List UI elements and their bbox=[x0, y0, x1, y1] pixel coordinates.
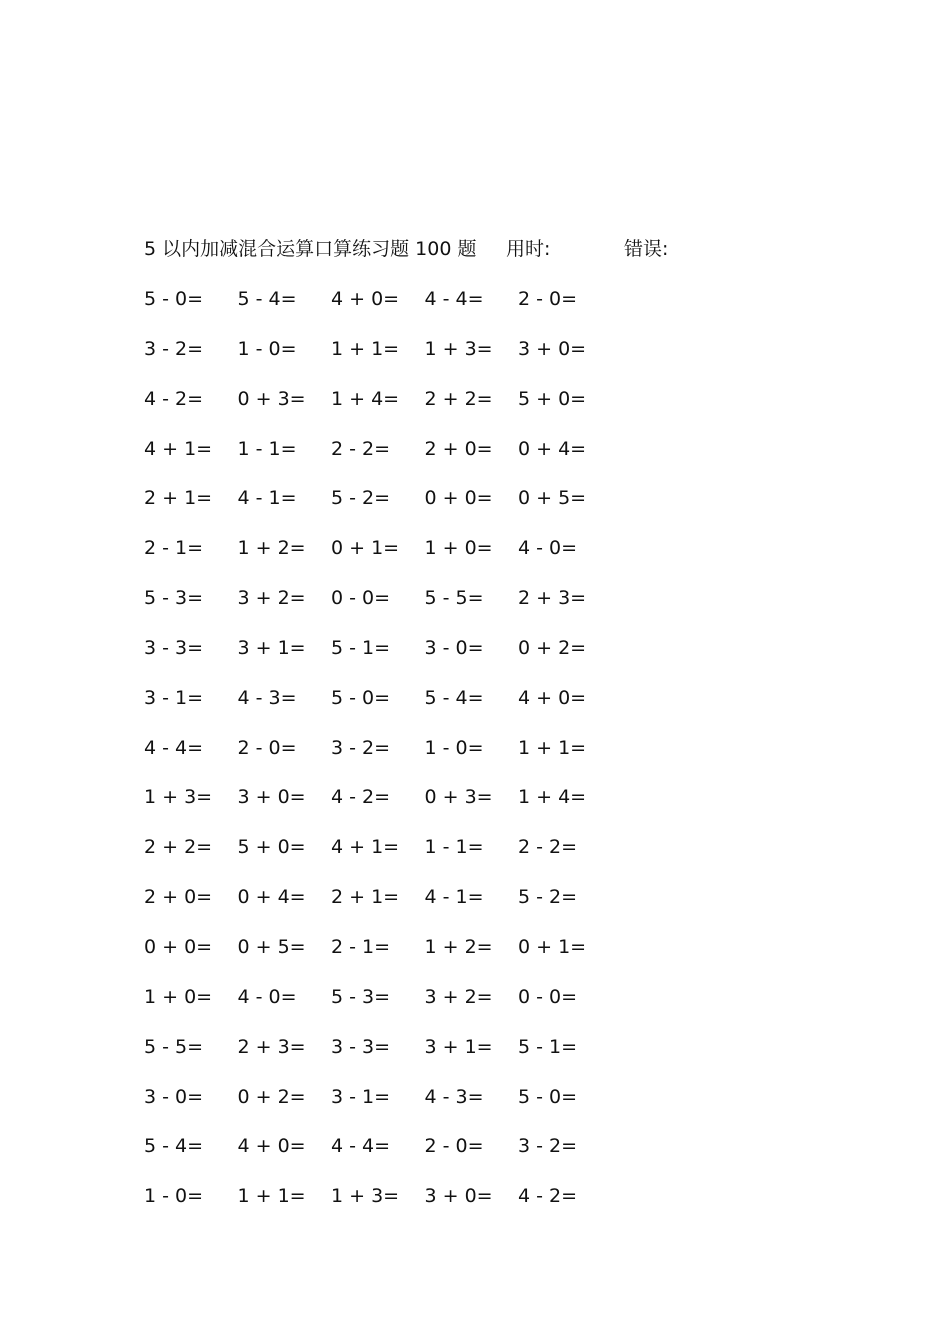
arithmetic-problem: 3 + 0= bbox=[518, 337, 587, 360]
arithmetic-problem: 2 + 1= bbox=[144, 487, 213, 510]
arithmetic-problem: 1 + 3= bbox=[424, 337, 493, 360]
problem-grid bbox=[144, 284, 624, 1231]
arithmetic-problem: 3 + 1= bbox=[424, 1035, 493, 1058]
arithmetic-problem: 2 + 3= bbox=[518, 587, 587, 610]
problem-row bbox=[144, 583, 624, 633]
arithmetic-problem: 1 + 1= bbox=[331, 337, 400, 360]
arithmetic-problem: 4 + 1= bbox=[144, 437, 213, 460]
arithmetic-problem: 2 + 1= bbox=[331, 886, 400, 909]
arithmetic-problem: 1 + 2= bbox=[237, 537, 306, 560]
arithmetic-problem: 4 - 2= bbox=[144, 387, 204, 410]
arithmetic-problem: 3 - 2= bbox=[331, 736, 391, 759]
arithmetic-problem: 1 + 4= bbox=[518, 786, 587, 809]
arithmetic-problem: 4 - 4= bbox=[331, 1135, 391, 1158]
arithmetic-problem: 3 + 1= bbox=[237, 636, 306, 659]
arithmetic-problem: 1 - 1= bbox=[424, 836, 484, 859]
problem-row bbox=[144, 932, 624, 982]
arithmetic-problem: 1 + 4= bbox=[331, 387, 400, 410]
arithmetic-problem: 4 + 0= bbox=[331, 288, 400, 310]
arithmetic-problem: 4 - 4= bbox=[144, 736, 204, 759]
arithmetic-problem: 3 - 0= bbox=[424, 636, 484, 659]
arithmetic-problem: 1 - 0= bbox=[237, 337, 297, 360]
arithmetic-problem: 2 - 2= bbox=[331, 437, 391, 460]
arithmetic-problem: 2 - 0= bbox=[518, 288, 578, 310]
error-count-label: 错误: bbox=[624, 238, 669, 260]
arithmetic-problem: 3 - 2= bbox=[518, 1135, 578, 1158]
arithmetic-problem: 3 - 1= bbox=[331, 1085, 391, 1108]
arithmetic-problem: 4 - 1= bbox=[424, 886, 484, 909]
arithmetic-problem: 5 + 0= bbox=[237, 836, 306, 859]
arithmetic-problem: 3 - 0= bbox=[144, 1085, 204, 1108]
arithmetic-problem: 5 - 4= bbox=[237, 288, 297, 310]
arithmetic-problem: 5 - 4= bbox=[424, 686, 484, 709]
arithmetic-problem: 2 + 0= bbox=[424, 437, 493, 460]
arithmetic-problem: 0 + 5= bbox=[237, 935, 306, 958]
arithmetic-problem: 3 + 0= bbox=[424, 1185, 493, 1208]
arithmetic-problem: 0 + 4= bbox=[237, 886, 306, 909]
arithmetic-problem: 0 + 4= bbox=[518, 437, 587, 460]
arithmetic-problem: 1 + 1= bbox=[518, 736, 587, 759]
problem-row bbox=[144, 284, 624, 334]
arithmetic-problem: 0 + 0= bbox=[144, 935, 213, 958]
arithmetic-problem: 3 + 2= bbox=[237, 587, 306, 610]
problem-row bbox=[144, 483, 624, 533]
arithmetic-problem: 5 - 3= bbox=[144, 587, 204, 610]
arithmetic-problem: 4 - 2= bbox=[518, 1185, 578, 1208]
arithmetic-problem: 0 + 1= bbox=[331, 537, 400, 560]
arithmetic-problem: 3 + 2= bbox=[424, 985, 493, 1008]
arithmetic-problem: 5 - 2= bbox=[518, 886, 578, 909]
arithmetic-problem: 1 + 1= bbox=[237, 1185, 306, 1208]
problem-row bbox=[144, 1082, 624, 1132]
problem-row bbox=[144, 1032, 624, 1082]
arithmetic-problem: 0 + 3= bbox=[424, 786, 493, 809]
problem-row bbox=[144, 434, 624, 484]
arithmetic-problem: 0 - 0= bbox=[331, 587, 391, 610]
problem-row bbox=[144, 982, 624, 1032]
worksheet-title: 5 以内加减混合运算口算练习题 100 题 bbox=[144, 238, 477, 260]
arithmetic-problem: 1 - 0= bbox=[424, 736, 484, 759]
arithmetic-problem: 0 + 3= bbox=[237, 387, 306, 410]
arithmetic-problem: 4 - 2= bbox=[331, 786, 391, 809]
time-used-label: 用时: bbox=[506, 238, 551, 260]
arithmetic-problem: 1 + 0= bbox=[424, 537, 493, 560]
problem-row bbox=[144, 1131, 624, 1181]
arithmetic-problem: 4 - 4= bbox=[424, 288, 484, 310]
arithmetic-problem: 2 + 0= bbox=[144, 886, 213, 909]
arithmetic-problem: 3 - 3= bbox=[331, 1035, 391, 1058]
arithmetic-problem: 3 - 3= bbox=[144, 636, 204, 659]
arithmetic-problem: 0 + 1= bbox=[518, 935, 587, 958]
arithmetic-problem: 4 - 3= bbox=[424, 1085, 484, 1108]
problem-row bbox=[144, 832, 624, 882]
arithmetic-problem: 3 - 2= bbox=[144, 337, 204, 360]
arithmetic-problem: 1 - 1= bbox=[237, 437, 297, 460]
arithmetic-problem: 4 - 3= bbox=[237, 686, 297, 709]
arithmetic-problem: 4 + 0= bbox=[237, 1135, 306, 1158]
arithmetic-problem: 0 + 2= bbox=[237, 1085, 306, 1108]
arithmetic-problem: 1 - 0= bbox=[144, 1185, 204, 1208]
problem-row bbox=[144, 1181, 624, 1231]
arithmetic-problem: 5 + 0= bbox=[518, 387, 587, 410]
arithmetic-problem: 2 + 2= bbox=[144, 836, 213, 859]
problem-row bbox=[144, 882, 624, 932]
arithmetic-problem: 4 - 0= bbox=[518, 537, 578, 560]
problem-row bbox=[144, 733, 624, 783]
problem-row bbox=[144, 334, 624, 384]
problem-row bbox=[144, 633, 624, 683]
arithmetic-problem: 1 + 0= bbox=[144, 985, 213, 1008]
arithmetic-problem: 2 + 2= bbox=[424, 387, 493, 410]
arithmetic-problem: 5 - 0= bbox=[144, 288, 204, 310]
arithmetic-problem: 2 - 1= bbox=[144, 537, 204, 560]
arithmetic-problem: 3 + 0= bbox=[237, 786, 306, 809]
arithmetic-problem: 4 - 1= bbox=[237, 487, 297, 510]
arithmetic-problem: 5 - 0= bbox=[331, 686, 391, 709]
arithmetic-problem: 1 + 3= bbox=[331, 1185, 400, 1208]
arithmetic-problem: 5 - 2= bbox=[331, 487, 391, 510]
worksheet-header bbox=[144, 234, 844, 264]
problem-row bbox=[144, 782, 624, 832]
arithmetic-problem: 2 - 0= bbox=[424, 1135, 484, 1158]
arithmetic-problem: 5 - 0= bbox=[518, 1085, 578, 1108]
arithmetic-problem: 5 - 4= bbox=[144, 1135, 204, 1158]
arithmetic-problem: 2 + 3= bbox=[237, 1035, 306, 1058]
arithmetic-problem: 2 - 1= bbox=[331, 935, 391, 958]
arithmetic-problem: 2 - 2= bbox=[518, 836, 578, 859]
arithmetic-problem: 5 - 5= bbox=[144, 1035, 204, 1058]
arithmetic-problem: 4 - 0= bbox=[237, 985, 297, 1008]
arithmetic-problem: 0 + 0= bbox=[424, 487, 493, 510]
problem-row bbox=[144, 533, 624, 583]
arithmetic-problem: 5 - 1= bbox=[331, 636, 391, 659]
arithmetic-problem: 0 + 5= bbox=[518, 487, 587, 510]
arithmetic-problem: 3 - 1= bbox=[144, 686, 204, 709]
arithmetic-problem: 1 + 2= bbox=[424, 935, 493, 958]
arithmetic-problem: 5 - 3= bbox=[331, 985, 391, 1008]
arithmetic-problem: 2 - 0= bbox=[237, 736, 297, 759]
arithmetic-problem: 5 - 5= bbox=[424, 587, 484, 610]
arithmetic-problem: 0 + 2= bbox=[518, 636, 587, 659]
arithmetic-problem: 5 - 1= bbox=[518, 1035, 578, 1058]
problem-row bbox=[144, 384, 624, 434]
problem-row bbox=[144, 683, 624, 733]
arithmetic-problem: 1 + 3= bbox=[144, 786, 213, 809]
arithmetic-problem: 4 + 0= bbox=[518, 686, 587, 709]
arithmetic-problem: 4 + 1= bbox=[331, 836, 400, 859]
arithmetic-problem: 0 - 0= bbox=[518, 985, 578, 1008]
